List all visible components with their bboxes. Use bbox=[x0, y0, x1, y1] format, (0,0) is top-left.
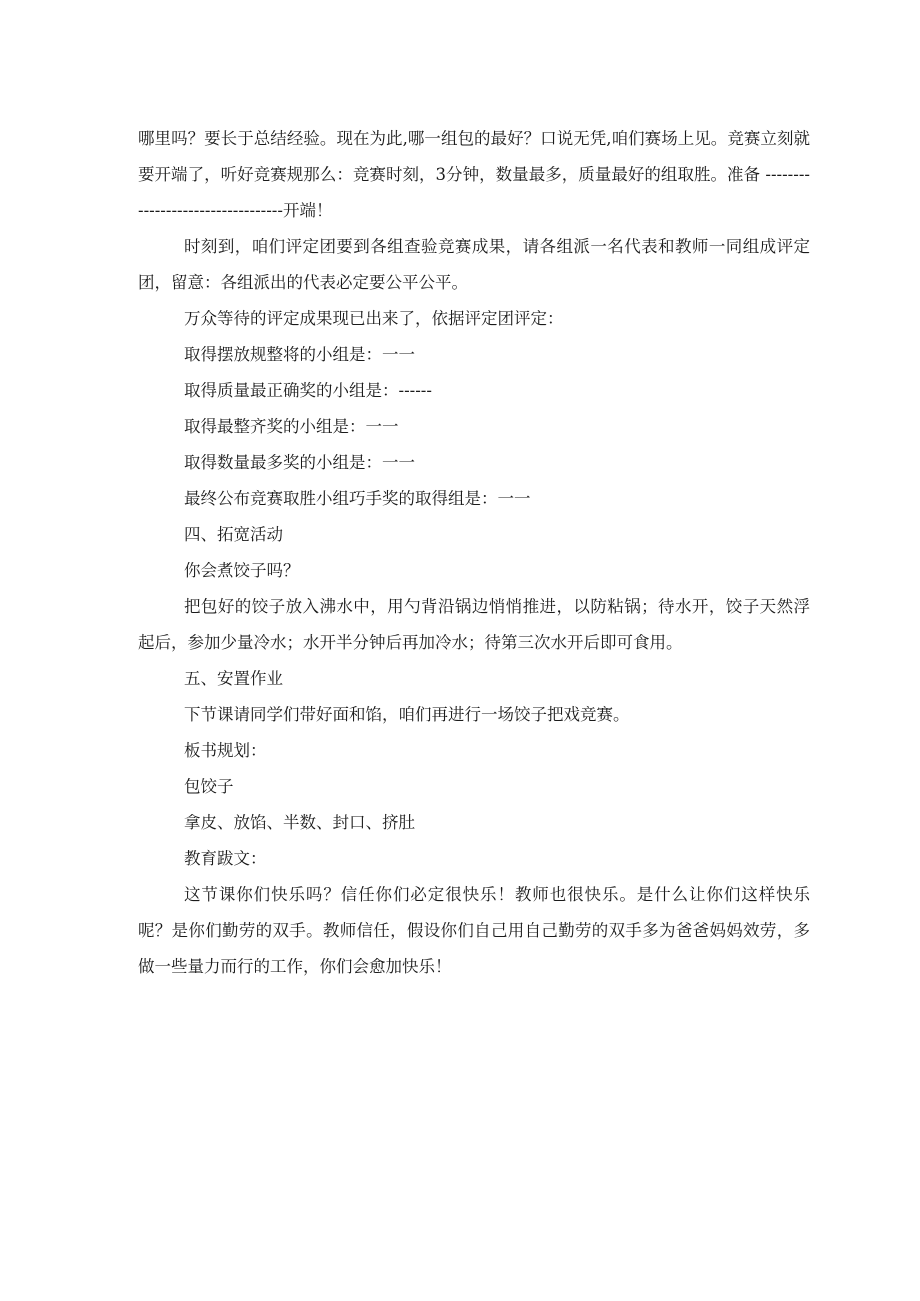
paragraph-2: 时刻到，咱们评定团要到各组查验竞赛成果，请各组派一名代表和教师一同组成评定团，留意：各组派出的代表必定要公平公平。 bbox=[138, 237, 810, 292]
paragraph-3: 万众等待的评定成果现已出来了，依据评定团评定： bbox=[184, 309, 564, 328]
paragraph-15: 包饺子 bbox=[184, 777, 234, 796]
paragraph-4: 取得摆放规整将的小组是：一一 bbox=[184, 345, 415, 364]
section-heading-activity: 四、拓宽活动 bbox=[184, 525, 283, 544]
paragraph-6: 取得最整齐奖的小组是：一一 bbox=[184, 417, 399, 436]
paragraph-7: 取得数量最多奖的小组是：一一 bbox=[184, 453, 415, 472]
section-heading-homework: 五、安置作业 bbox=[184, 669, 283, 688]
paragraph-11: 把包好的饺子放入沸水中，用勺背沿锅边悄悄推进，以防粘锅；待水开，饺子天然浮起后，参加少量冷水；水开半分钟后再加冷水；待第三次水开后即可食用。 bbox=[138, 597, 810, 652]
document-body bbox=[138, 121, 810, 985]
paragraph-5: 取得质量最正确奖的小组是：------ bbox=[184, 381, 432, 400]
paragraph-13: 下节课请同学们带好面和馅，咱们再进行一场饺子把戏竞赛。 bbox=[184, 705, 630, 724]
paragraph-16: 拿皮、放馅、半数、封口、挤肚 bbox=[184, 813, 415, 832]
paragraph-1: 哪里吗？要长于总结经验。现在为此,哪一组包的最好？口说无凭,咱们赛场上见。竞赛立刻就要开端了，听好竞赛规那么：竞赛时刻，3分钟，数量最多，质量最好的组取胜。准备 ----------------------------------开端！ bbox=[138, 129, 810, 220]
paragraph-17: 教育跋文： bbox=[184, 849, 267, 868]
paragraph-10: 你会煮饺子吗？ bbox=[184, 561, 300, 580]
paragraph-14: 板书规划： bbox=[184, 741, 267, 760]
paragraph-18: 这节课你们快乐吗？信任你们必定很快乐！教师也很快乐。是什么让你们这样快乐呢？是你们勤劳的双手。教师信任，假设你们自己用自己勤劳的双手多为爸爸妈妈效劳，多做一些量力而行的工作，你们会愈加快乐！ bbox=[138, 885, 810, 976]
paragraph-8: 最终公布竞赛取胜小组巧手奖的取得组是：一一 bbox=[184, 489, 531, 508]
